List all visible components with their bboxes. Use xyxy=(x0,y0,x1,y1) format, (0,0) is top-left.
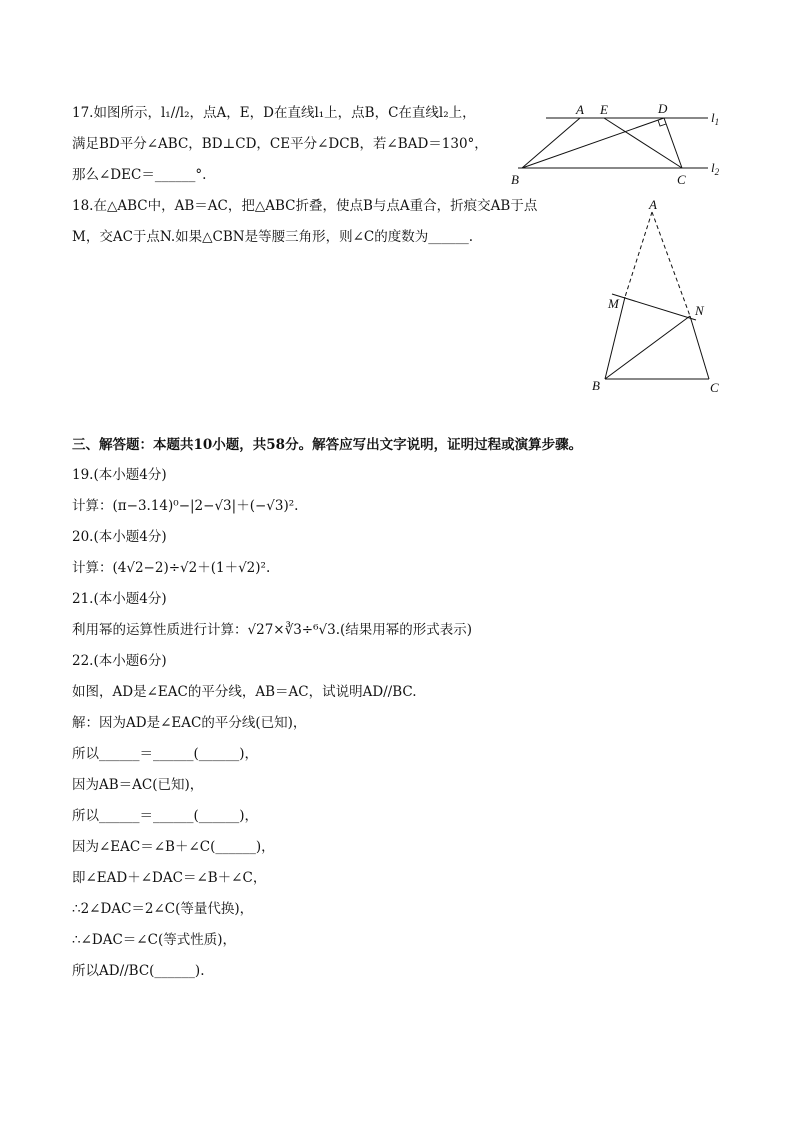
q19-content: 计算：(π−3.14)⁰−|2−√3|＋(−√3)². xyxy=(72,498,299,514)
q22-line-1: 如图，AD是∠EAC的平分线，AB＝AC，试说明AD//BC. xyxy=(72,684,417,700)
q18-figure xyxy=(584,196,734,396)
q17-figure xyxy=(508,98,728,188)
q22-line-6: 因为∠EAC＝∠B＋∠C(______)， xyxy=(72,839,275,855)
label-b: B xyxy=(511,172,519,187)
label-c: C xyxy=(677,172,686,187)
q17-line-2: 满足BD平分∠ABC，BD⊥CD，CE平分∠DCB，若∠BAD＝130°， xyxy=(72,136,488,152)
segment-am-dashed xyxy=(625,212,652,297)
label-l1: $l_1$ xyxy=(711,110,720,127)
q17-line-1: 17.如图所示，l₁//l₂，点A，E，D在直线l₁上，点B，C在直线l₂上， xyxy=(72,105,476,121)
q18-line-1: 18.在△ABC中，AB＝AC，把△ABC折叠，使点B与点A重合，折痕交AB于点 xyxy=(72,198,538,214)
label-e: E xyxy=(600,102,608,117)
segment-nc xyxy=(690,316,709,379)
label-m: M xyxy=(608,296,619,311)
q18-line-2: M，交AC于点N.如果△CBN是等腰三角形，则∠C的度数为______. xyxy=(72,229,474,245)
q22-line-10: 所以AD//BC(______). xyxy=(72,963,205,979)
q22-line-8: ∴2∠DAC＝2∠C(等量代换)， xyxy=(72,901,254,917)
segment-an-dashed xyxy=(652,212,690,316)
segment-dc xyxy=(664,118,682,168)
q22-line-9: ∴∠DAC＝∠C(等式性质)， xyxy=(72,932,236,948)
q21-content: 利用幂的运算性质进行计算：√27×∛3÷⁶√3.(结果用幂的形式表示) xyxy=(72,622,473,638)
q22-title: 22.(本小题6分) xyxy=(72,653,167,669)
label-n: N xyxy=(695,303,704,318)
label-b: B xyxy=(592,378,600,393)
q21-title: 21.(本小题4分) xyxy=(72,591,167,607)
label-c: C xyxy=(710,380,719,395)
q22-line-7: 即∠EAD＋∠DAC＝∠B＋∠C， xyxy=(72,870,267,886)
label-l2: $l_2$ xyxy=(711,160,720,177)
q22-line-4: 因为AB＝AC(已知)， xyxy=(72,777,204,793)
q19-title: 19.(本小题4分) xyxy=(72,467,167,483)
q17-line-3: 那么∠DEC＝______°. xyxy=(72,167,207,183)
q22-line-3: 所以______＝______(______)， xyxy=(72,746,259,762)
q22-line-2: 解：因为AD是∠EAC的平分线(已知)， xyxy=(72,715,307,731)
label-d: D xyxy=(658,101,668,116)
q20-title: 20.(本小题4分) xyxy=(72,529,167,545)
label-a: A xyxy=(576,102,584,117)
label-a: A xyxy=(649,197,657,212)
q20-content: 计算：(4√2−2)÷√2＋(1＋√2)². xyxy=(72,560,271,576)
q22-line-5: 所以______＝______(______)， xyxy=(72,808,259,824)
segment-ab xyxy=(522,118,580,168)
section-3-heading: 三、解答题：本题共10小题，共58分。解答应写出文字说明，证明过程或演算步骤。 xyxy=(72,437,583,453)
